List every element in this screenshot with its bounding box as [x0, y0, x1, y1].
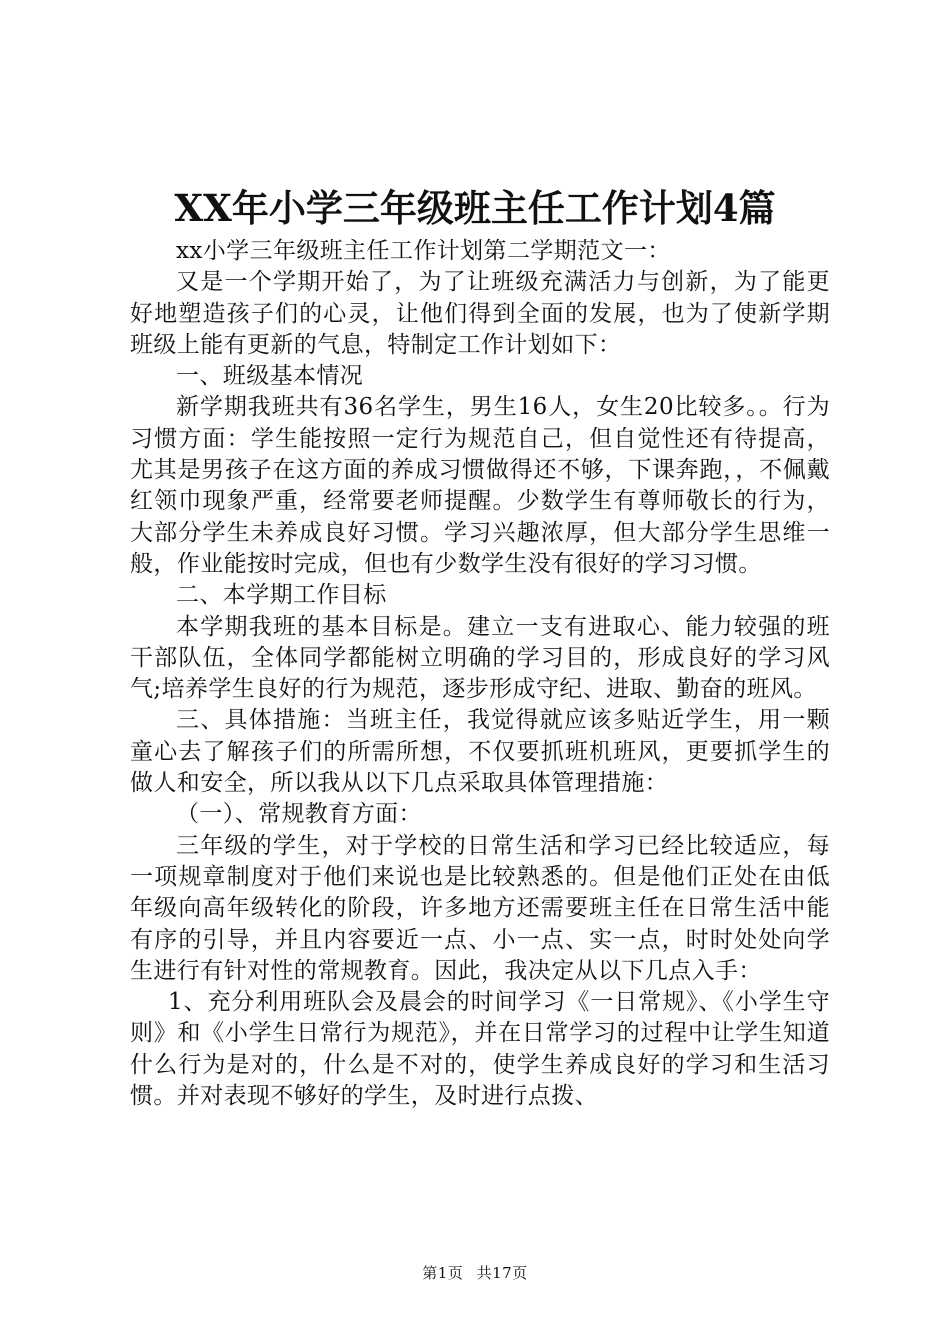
page-footer: [0, 1263, 950, 1283]
paragraph-intro: xx小学三年级班主任工作计划第二学期范文一：: [176, 238, 671, 264]
paragraph-class-situation: 新学期我班共有36名学生，男生16人，女生20比较多。。行为习惯方面：学生能按照一定行为规范自己，但自觉性还有待提高，尤其是男孩子在这方面的养成习惯做得还不够，下课奔跑，，不佩戴红领巾现象严重，经常要老师提醒。少数学生有尊师敬长的行为，大部分学生未养成良好习惯。学习兴趣浓厚，但大部分学生思维一般，作业能按时完成，但也有少数学生没有很好的学习习惯。: [130, 394, 830, 577]
section-heading-1: 一、班级基本情况: [176, 363, 364, 390]
paragraph-measures: 三、具体措施：当班主任，我觉得就应该多贴近学生，用一颗童心去了解孩子们的所需所想，不仅要抓班机班风，更要抓学生的做人和安全，所以我从以下几点采取具体管理措施：: [130, 707, 830, 797]
paragraph-goals: 本学期我班的基本目标是。建立一支有进取心、能力较强的班干部队伍，全体同学都能树立明确的学习目的，形成良好的学习风气;培养学生良好的行为规范，逐步形成守纪、进取、勤奋的班风。: [130, 613, 830, 703]
document-body: [130, 236, 830, 1112]
document-title: XX年小学三年级班主任工作计划4篇: [174, 186, 776, 230]
page-total: 共17页: [476, 1264, 528, 1282]
subsection-heading-1: （一）、常规教育方面：: [176, 801, 422, 828]
list-item-1: 1、充分利用班队会及晨会的时间学习《一日常规》、《小学生守则》和《小学生日常行为规范》，并在日常学习的过程中让学生知道什么行为是对的，什么是不对的，使学生养成良好的学习和生活习惯。并对表现不够好的学生，及时进行点拨、: [130, 989, 830, 1110]
paragraph-routine-education: 三年级的学生，对于学校的日常生活和学习已经比较适应，每一项规章制度对于他们来说也是比较熟悉的。但是他们正处在由低年级向高年级转化的阶段，许多地方还需要班主任在日常生活中能有序的引导，并且内容要近一点、小一点、实一点，时时处处向学生进行有针对性的常规教育。因此，我决定从以下几点入手：: [130, 832, 830, 984]
paragraph-opening: 又是一个学期开始了，为了让班级充满活力与创新，为了能更好地塑造孩子们的心灵，让他们得到全面的发展，也为了使新学期班级上能有更新的气息，特制定工作计划如下：: [130, 269, 830, 358]
page-number: 第1页: [422, 1264, 464, 1282]
section-heading-2: 二、本学期工作目标: [176, 582, 387, 609]
